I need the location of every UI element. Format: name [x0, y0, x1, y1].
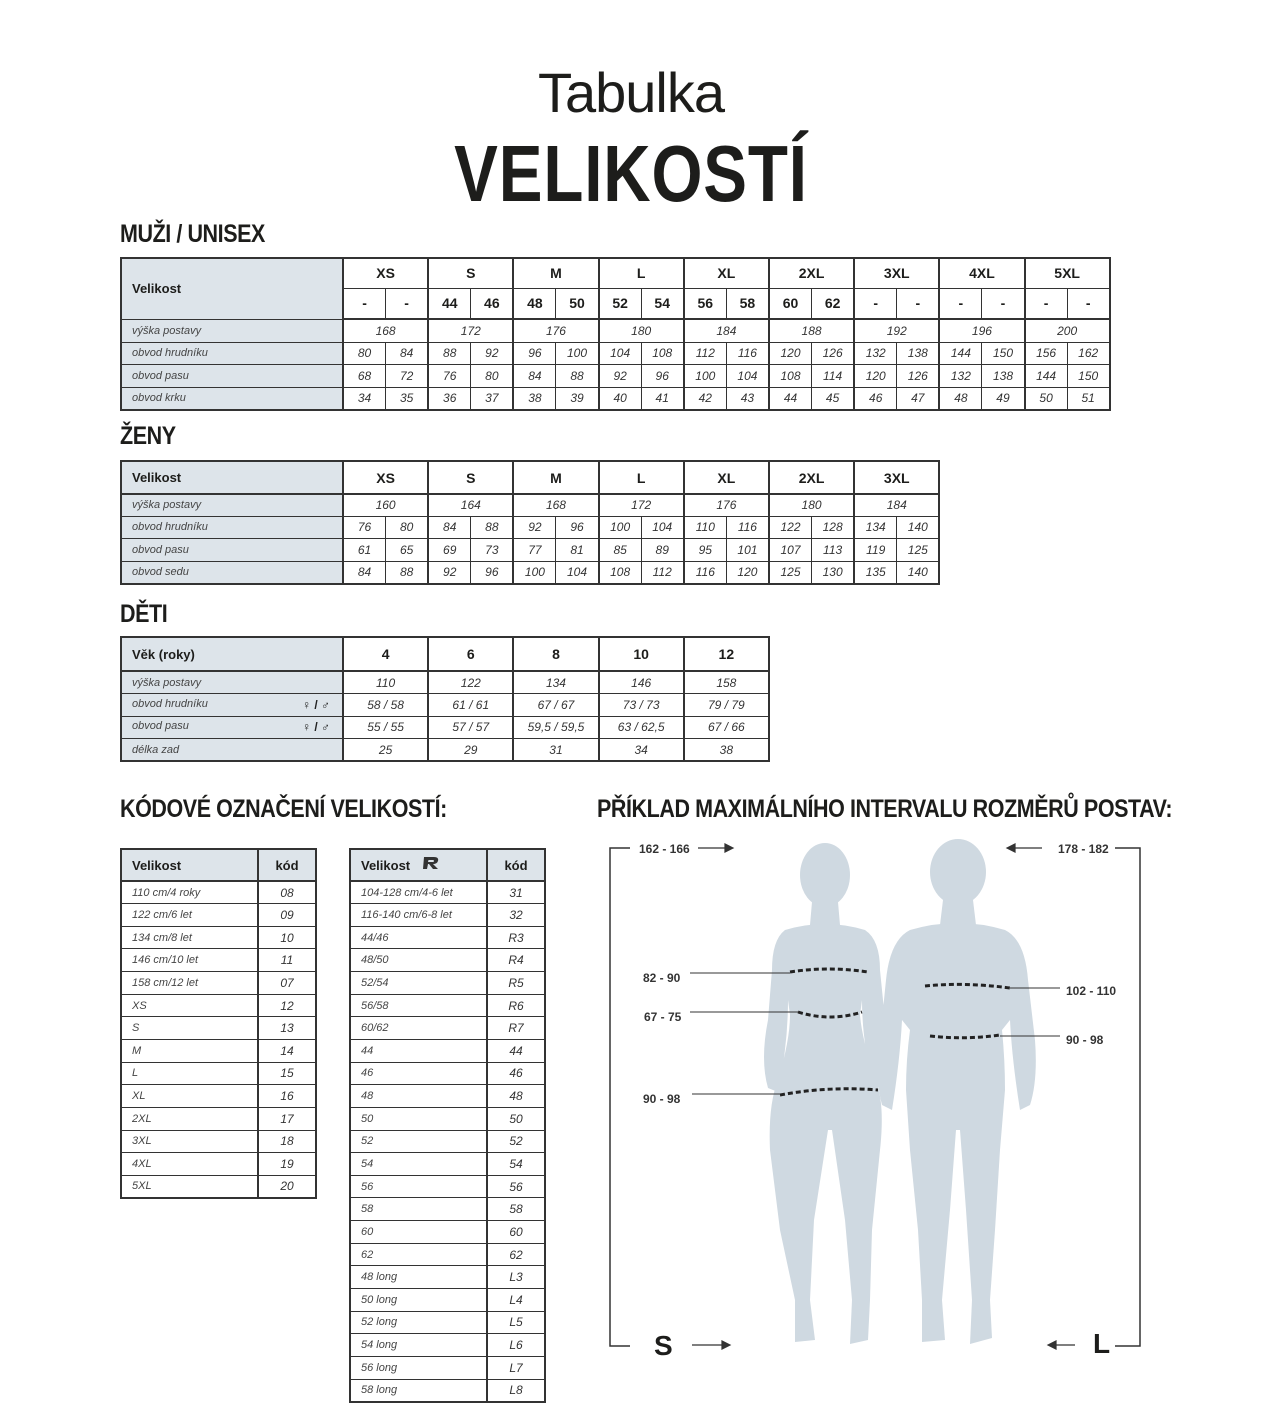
measure-value: 84	[386, 342, 429, 365]
height-value: 168	[513, 494, 598, 516]
size-name: 58 long	[350, 1379, 487, 1402]
measure-value: 84	[513, 365, 556, 388]
size-code: 09	[258, 904, 316, 927]
size-column-label: Velikost	[361, 858, 411, 873]
measure-value: 47	[897, 387, 940, 410]
measure-value: 44	[769, 387, 812, 410]
measure-value: 72	[386, 365, 429, 388]
measure-value: 80	[471, 365, 514, 388]
men-heading: MUŽI / UNISEX	[120, 220, 265, 248]
height-value: 188	[769, 319, 854, 342]
measure-value: 65	[386, 539, 429, 562]
size-column-header	[350, 849, 487, 881]
female-hips-range: 90 - 98	[643, 1092, 681, 1106]
measure-value: 100	[684, 365, 727, 388]
women-size-table	[120, 460, 940, 585]
body-figures-illustration	[600, 830, 1160, 1390]
measure-value: 134	[513, 671, 598, 694]
subsize-header: -	[343, 288, 386, 319]
age-header: 10	[599, 637, 684, 671]
size-code: R4	[487, 949, 545, 972]
size-name: M	[121, 1039, 258, 1062]
measure-value: 126	[897, 365, 940, 388]
measure-value: 95	[684, 539, 727, 562]
size-code: 62	[487, 1243, 545, 1266]
measure-value: 80	[343, 342, 386, 365]
subsize-header: 46	[471, 288, 514, 319]
measure-value: 68	[343, 365, 386, 388]
code-column-header: kód	[487, 849, 545, 881]
measure-value: 63 / 62,5	[599, 716, 684, 739]
measure-value: 49	[982, 387, 1025, 410]
measure-value: 100	[556, 342, 599, 365]
size-header-label: Velikost	[121, 461, 343, 494]
height-value: 180	[599, 319, 684, 342]
measure-value: 104	[641, 516, 684, 539]
size-name: 60/62	[350, 1017, 487, 1040]
measure-value: 37	[471, 387, 514, 410]
measure-value: 88	[556, 365, 599, 388]
measure-value: 126	[812, 342, 855, 365]
row-label: obvod hrudníku	[121, 516, 343, 539]
size-code: 48	[487, 1085, 545, 1108]
size-code: L8	[487, 1379, 545, 1402]
measure-value: 31	[513, 739, 598, 762]
age-header-label: Věk (roky)	[121, 637, 343, 671]
size-name: XL	[121, 1085, 258, 1108]
size-name: 134 cm/8 let	[121, 926, 258, 949]
kids-heading: DĚTI	[120, 600, 168, 628]
measure-value: 150	[982, 342, 1025, 365]
measure-value: 120	[726, 561, 769, 584]
size-header-m: M	[513, 461, 598, 494]
measure-value: 146	[599, 671, 684, 694]
row-label-height: výška postavy	[121, 319, 343, 342]
measure-value: 80	[386, 516, 429, 539]
measure-value: 120	[769, 342, 812, 365]
measure-value: 138	[897, 342, 940, 365]
size-code: 44	[487, 1039, 545, 1062]
size-name: 46	[350, 1062, 487, 1085]
subsize-header: 48	[513, 288, 556, 319]
measure-value: 150	[1067, 365, 1110, 388]
code-column-header: kód	[258, 849, 316, 881]
female-height-range: 162 - 166	[639, 842, 690, 856]
size-name: 56/58	[350, 994, 487, 1017]
size-code: 12	[258, 994, 316, 1017]
measure-value: 110	[343, 671, 428, 694]
size-header-l: L	[599, 258, 684, 288]
measure-value: 67 / 67	[513, 694, 598, 717]
measure-value: 45	[812, 387, 855, 410]
height-value: 168	[343, 319, 428, 342]
size-header-xs: XS	[343, 258, 428, 288]
size-name: 122 cm/6 let	[121, 904, 258, 927]
size-l-label: L	[1093, 1328, 1111, 1359]
size-code: 31	[487, 881, 545, 904]
measure-value: 55 / 55	[343, 716, 428, 739]
row-label: obvod pasu	[121, 365, 343, 388]
subsize-header: -	[982, 288, 1025, 319]
measure-value: 38	[513, 387, 556, 410]
size-header-l: L	[599, 461, 684, 494]
size-name: 44	[350, 1039, 487, 1062]
measure-value: 58 / 58	[343, 694, 428, 717]
measure-value: 101	[726, 539, 769, 562]
row-label-text: délka zad	[132, 743, 180, 756]
measure-value: 156	[1025, 342, 1068, 365]
measure-value: 76	[343, 516, 386, 539]
height-value: 160	[343, 494, 428, 516]
measure-value: 69	[428, 539, 471, 562]
size-code-table	[120, 848, 317, 1199]
measure-value: 108	[641, 342, 684, 365]
size-code: R6	[487, 994, 545, 1017]
measure-value: 61 / 61	[428, 694, 513, 717]
size-code: 60	[487, 1221, 545, 1244]
example-heading: PŘÍKLAD MAXIMÁLNÍHO INTERVALU ROZMĚRŮ POSTAV:	[597, 795, 1173, 823]
size-code: 16	[258, 1085, 316, 1108]
measure-value: 119	[854, 539, 897, 562]
subsize-header: 60	[769, 288, 812, 319]
size-name: 2XL	[121, 1107, 258, 1130]
size-code: L5	[487, 1311, 545, 1334]
subsize-header: 44	[428, 288, 471, 319]
size-code: R5	[487, 972, 545, 995]
measure-value: 144	[939, 342, 982, 365]
title-line-2: VELIKOSTÍ	[454, 129, 808, 218]
title-line-1: Tabulka	[537, 61, 725, 124]
size-header-3xl: 3XL	[854, 258, 939, 288]
size-code: 15	[258, 1062, 316, 1085]
size-name: 44/46	[350, 926, 487, 949]
measure-value: 92	[428, 561, 471, 584]
measure-value: 125	[897, 539, 940, 562]
row-label	[121, 694, 343, 717]
r-size-code-table	[349, 848, 546, 1403]
age-header: 12	[684, 637, 769, 671]
measure-value: 35	[386, 387, 429, 410]
size-code: 08	[258, 881, 316, 904]
size-name: 48	[350, 1085, 487, 1108]
measure-value: 85	[599, 539, 642, 562]
size-name: 3XL	[121, 1130, 258, 1153]
measure-value: 120	[854, 365, 897, 388]
male-height-range: 178 - 182	[1058, 842, 1109, 856]
measure-value: 50	[1025, 387, 1068, 410]
measure-value: 57 / 57	[428, 716, 513, 739]
subsize-header: -	[386, 288, 429, 319]
measure-value: 104	[556, 561, 599, 584]
measure-value: 110	[684, 516, 727, 539]
subsize-header: 62	[812, 288, 855, 319]
subsize-header: -	[854, 288, 897, 319]
size-code: 14	[258, 1039, 316, 1062]
size-name: 52	[350, 1130, 487, 1153]
size-header-xl: XL	[684, 258, 769, 288]
height-value: 184	[684, 319, 769, 342]
age-header: 4	[343, 637, 428, 671]
measure-value: 134	[854, 516, 897, 539]
measure-value: 76	[428, 365, 471, 388]
size-code: R3	[487, 926, 545, 949]
measure-value: 34	[343, 387, 386, 410]
size-code: 54	[487, 1153, 545, 1176]
size-code: 32	[487, 904, 545, 927]
size-name: 62	[350, 1243, 487, 1266]
measure-value: 73 / 73	[599, 694, 684, 717]
size-code: 17	[258, 1107, 316, 1130]
male-figure	[878, 839, 1036, 1344]
size-name: S	[121, 1017, 258, 1040]
measure-value: 43	[726, 387, 769, 410]
size-code: 20	[258, 1175, 316, 1198]
size-header-2xl: 2XL	[769, 258, 854, 288]
size-code: L6	[487, 1334, 545, 1357]
height-value: 172	[599, 494, 684, 516]
height-value: 172	[428, 319, 513, 342]
measure-value: 132	[939, 365, 982, 388]
size-header-3xl: 3XL	[854, 461, 939, 494]
size-code: 56	[487, 1175, 545, 1198]
size-code: 11	[258, 949, 316, 972]
row-label: obvod sedu	[121, 561, 343, 584]
size-s-label: S	[654, 1330, 673, 1361]
size-name: 146 cm/10 let	[121, 949, 258, 972]
measure-value: 144	[1025, 365, 1068, 388]
size-name: 54 long	[350, 1334, 487, 1357]
size-name: 48 long	[350, 1266, 487, 1289]
measure-value: 116	[726, 342, 769, 365]
size-name: 60	[350, 1221, 487, 1244]
measure-value: 48	[939, 387, 982, 410]
size-code: 52	[487, 1130, 545, 1153]
size-name: 52 long	[350, 1311, 487, 1334]
measure-value: 51	[1067, 387, 1110, 410]
measure-value: 96	[471, 561, 514, 584]
size-code: L4	[487, 1289, 545, 1312]
size-code: R7	[487, 1017, 545, 1040]
female-waist-range: 67 - 75	[644, 1010, 682, 1024]
men-size-table	[120, 257, 1111, 411]
size-header-2xl: 2XL	[769, 461, 854, 494]
size-code: L7	[487, 1356, 545, 1379]
size-name: 104-128 cm/4-6 let	[350, 881, 487, 904]
measure-value: 128	[812, 516, 855, 539]
measure-value: 89	[641, 539, 684, 562]
measure-value: 132	[854, 342, 897, 365]
size-name: 58	[350, 1198, 487, 1221]
size-name: 56	[350, 1175, 487, 1198]
subsize-header: 52	[599, 288, 642, 319]
measure-value: 96	[513, 342, 556, 365]
codes-heading: KÓDOVÉ OZNAČENÍ VELIKOSTÍ:	[120, 795, 447, 823]
row-label: obvod pasu	[121, 539, 343, 562]
height-value: 176	[513, 319, 598, 342]
measure-value: 116	[684, 561, 727, 584]
measure-value: 38	[684, 739, 769, 762]
subsize-header: 54	[641, 288, 684, 319]
measure-value: 100	[513, 561, 556, 584]
size-name: 54	[350, 1153, 487, 1176]
measure-value: 104	[726, 365, 769, 388]
size-code: 50	[487, 1107, 545, 1130]
kids-size-table	[120, 636, 770, 762]
measure-value: 79 / 79	[684, 694, 769, 717]
height-value: 176	[684, 494, 769, 516]
size-code: 07	[258, 972, 316, 995]
measure-value: 77	[513, 539, 556, 562]
measure-value: 104	[599, 342, 642, 365]
size-name: 52/54	[350, 972, 487, 995]
measure-value: 81	[556, 539, 599, 562]
size-name: 48/50	[350, 949, 487, 972]
measure-value: 112	[641, 561, 684, 584]
size-name: L	[121, 1062, 258, 1085]
size-header-5xl: 5XL	[1025, 258, 1110, 288]
size-header-s: S	[428, 258, 513, 288]
measure-value: 73	[471, 539, 514, 562]
row-label: obvod hrudníku	[121, 342, 343, 365]
subsize-header: -	[1067, 288, 1110, 319]
size-name: 4XL	[121, 1153, 258, 1176]
size-header-xl: XL	[684, 461, 769, 494]
row-label: obvod krku	[121, 387, 343, 410]
measure-value: 158	[684, 671, 769, 694]
measure-value: 140	[897, 516, 940, 539]
measure-value: 114	[812, 365, 855, 388]
size-name: 5XL	[121, 1175, 258, 1198]
row-label-text: obvod hrudníku	[132, 697, 208, 710]
size-code: 46	[487, 1062, 545, 1085]
measure-value: 29	[428, 739, 513, 762]
height-value: 196	[939, 319, 1024, 342]
size-code: 58	[487, 1198, 545, 1221]
row-label	[121, 671, 343, 694]
measure-value: 96	[641, 365, 684, 388]
size-name: 116-140 cm/6-8 let	[350, 904, 487, 927]
size-name: 110 cm/4 roky	[121, 881, 258, 904]
size-name: 50 long	[350, 1289, 487, 1312]
measure-value: 92	[471, 342, 514, 365]
measure-value: 122	[428, 671, 513, 694]
measure-value: 67 / 66	[684, 716, 769, 739]
measure-value: 36	[428, 387, 471, 410]
measure-value: 40	[599, 387, 642, 410]
female-male-icon: ♀ / ♂	[301, 720, 330, 735]
measure-value: 88	[386, 561, 429, 584]
measure-value: 84	[428, 516, 471, 539]
measure-value: 100	[599, 516, 642, 539]
measure-value: 138	[982, 365, 1025, 388]
measure-value: 34	[599, 739, 684, 762]
subsize-header: -	[1025, 288, 1068, 319]
subsize-header: -	[897, 288, 940, 319]
measure-value: 107	[769, 539, 812, 562]
size-code: 18	[258, 1130, 316, 1153]
size-header-xs: XS	[343, 461, 428, 494]
female-chest-range: 82 - 90	[643, 971, 681, 985]
size-name: XS	[121, 994, 258, 1017]
measure-value: 116	[726, 516, 769, 539]
measure-value: 84	[343, 561, 386, 584]
size-code: L3	[487, 1266, 545, 1289]
measure-value: 112	[684, 342, 727, 365]
measure-value: 88	[428, 342, 471, 365]
measure-value: 42	[684, 387, 727, 410]
size-header-label: Velikost	[121, 258, 343, 319]
size-name: 56 long	[350, 1356, 487, 1379]
row-label	[121, 739, 343, 762]
male-waist-range: 90 - 98	[1066, 1033, 1104, 1047]
subsize-header: -	[939, 288, 982, 319]
height-value: 192	[854, 319, 939, 342]
measure-value: 61	[343, 539, 386, 562]
size-column-label: Velikost	[132, 857, 182, 873]
measure-value: 140	[897, 561, 940, 584]
size-header-m: M	[513, 258, 598, 288]
measure-value: 39	[556, 387, 599, 410]
measure-value: 135	[854, 561, 897, 584]
size-column-header	[121, 849, 258, 881]
size-name: 158 cm/12 let	[121, 972, 258, 995]
age-header: 6	[428, 637, 513, 671]
measure-value: 122	[769, 516, 812, 539]
measure-value: 130	[812, 561, 855, 584]
row-label-height: výška postavy	[121, 494, 343, 516]
measure-value: 92	[513, 516, 556, 539]
size-code: 19	[258, 1153, 316, 1176]
measure-value: 41	[641, 387, 684, 410]
male-chest-range: 102 - 110	[1066, 984, 1117, 998]
size-name: 50	[350, 1107, 487, 1130]
size-header-4xl: 4XL	[939, 258, 1024, 288]
height-value: 200	[1025, 319, 1110, 342]
measure-value: 96	[556, 516, 599, 539]
measure-value: 92	[599, 365, 642, 388]
size-code: 10	[258, 926, 316, 949]
row-label-text: výška postavy	[132, 676, 202, 689]
measure-value: 46	[854, 387, 897, 410]
brand-r-logo-icon	[422, 856, 440, 874]
measure-value: 108	[769, 365, 812, 388]
female-male-icon: ♀ / ♂	[301, 697, 330, 712]
row-label-text: obvod pasu	[132, 720, 189, 733]
subsize-header: 56	[684, 288, 727, 319]
subsize-header: 58	[726, 288, 769, 319]
subsize-header: 50	[556, 288, 599, 319]
measure-value: 125	[769, 561, 812, 584]
size-code: 13	[258, 1017, 316, 1040]
measure-value: 59,5 / 59,5	[513, 716, 598, 739]
measure-value: 113	[812, 539, 855, 562]
measure-value: 162	[1067, 342, 1110, 365]
row-label	[121, 716, 343, 739]
size-header-s: S	[428, 461, 513, 494]
height-value: 184	[854, 494, 939, 516]
women-heading: ŽENY	[120, 422, 176, 450]
height-value: 164	[428, 494, 513, 516]
measure-value: 108	[599, 561, 642, 584]
measure-value: 25	[343, 739, 428, 762]
height-value: 180	[769, 494, 854, 516]
age-header: 8	[513, 637, 598, 671]
measure-value: 88	[471, 516, 514, 539]
